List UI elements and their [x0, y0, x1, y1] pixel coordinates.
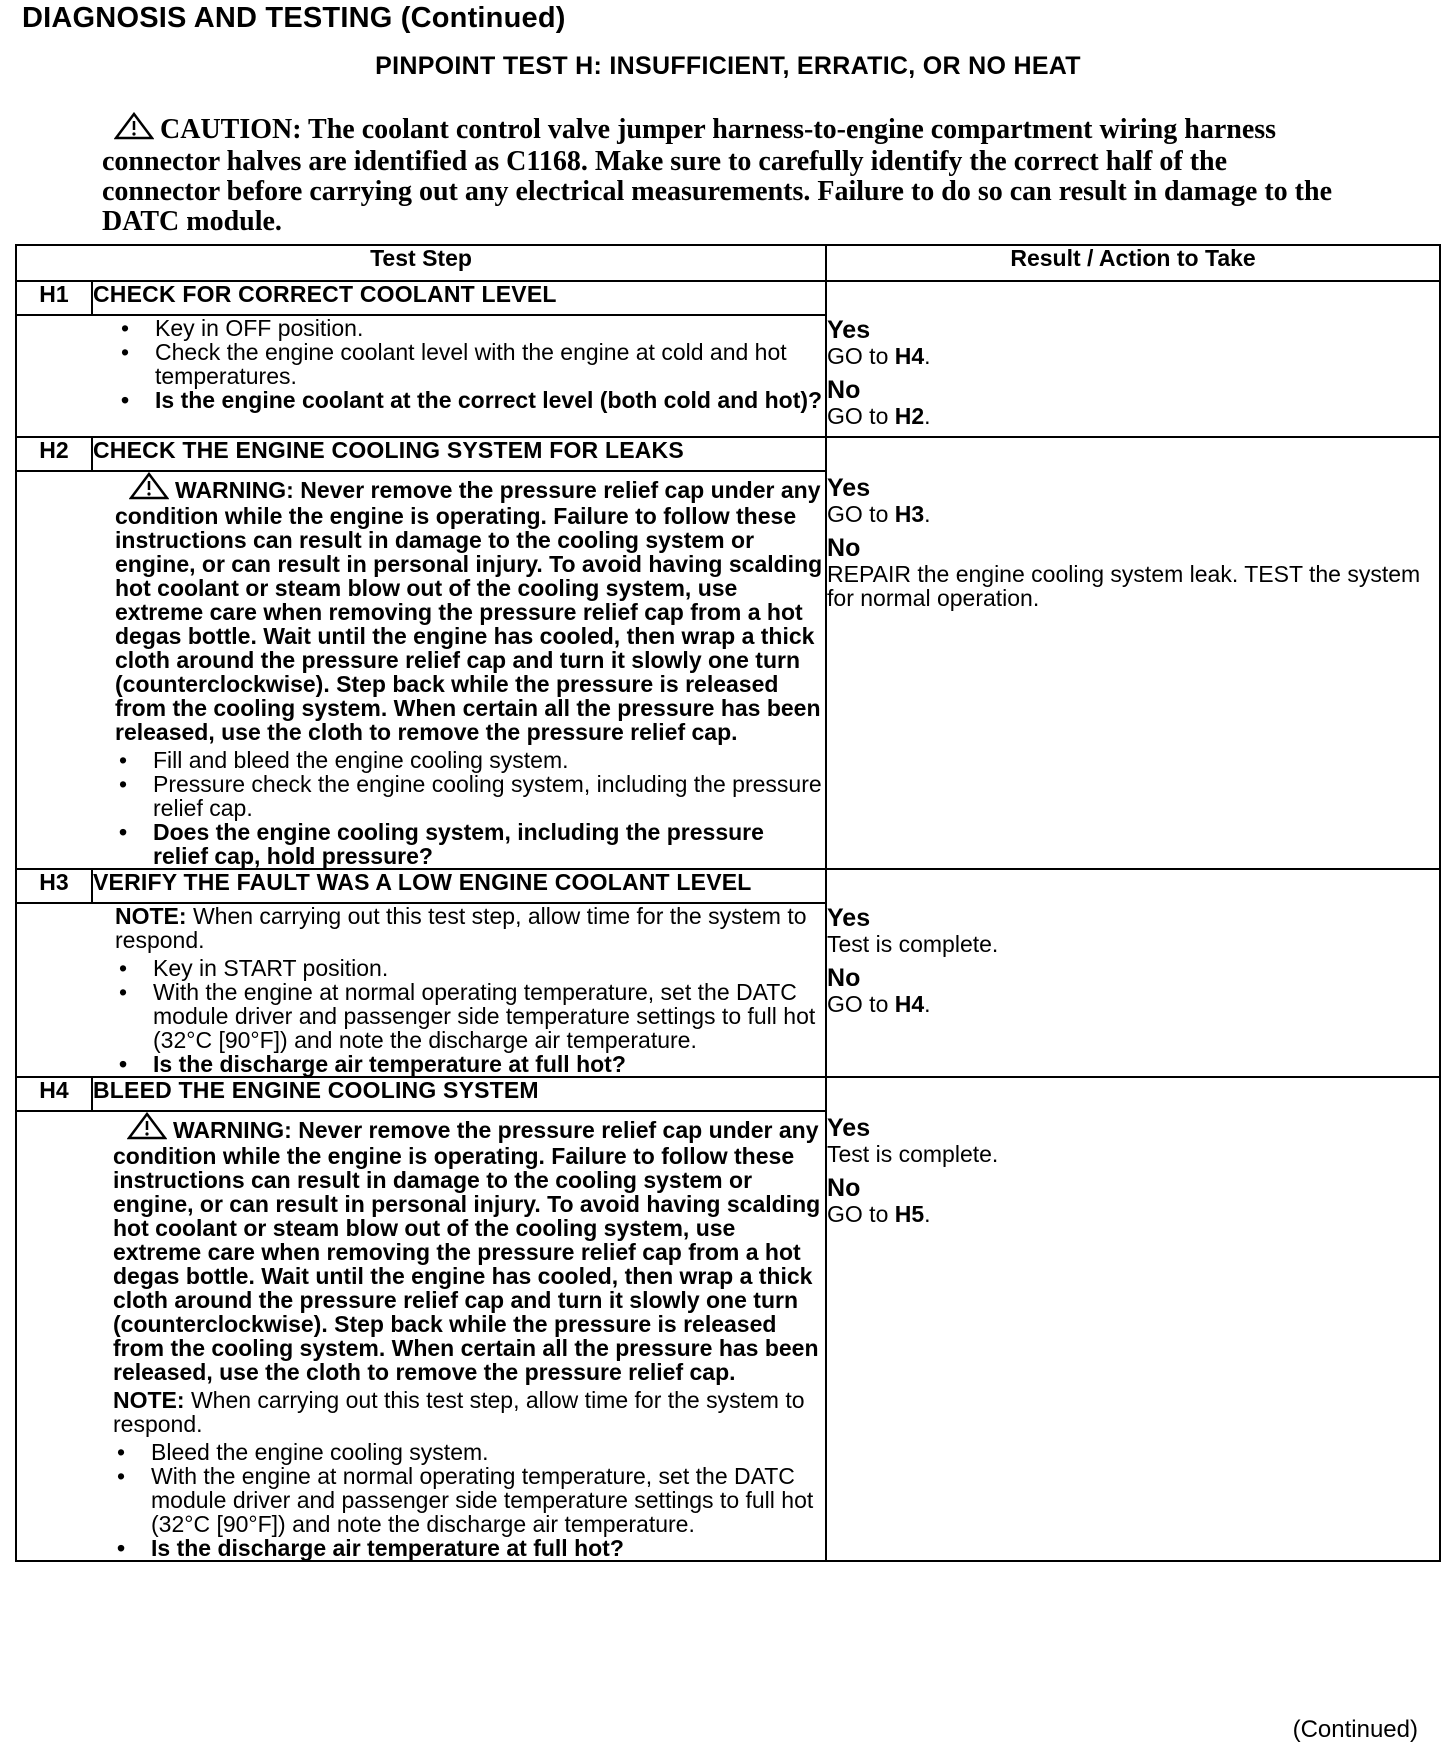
no-action: GO to H5.: [827, 1201, 931, 1227]
step-body: [16, 315, 826, 437]
step-code: H1: [16, 281, 92, 315]
bullet-item: • Key in START position.: [115, 956, 825, 980]
step-body: [16, 903, 826, 1077]
note-block: NOTE: When carrying out this test step, allow time for the system to respond.: [115, 903, 807, 953]
step-bullets: [115, 748, 825, 868]
no-action: REPAIR the engine cooling system leak. TEST the system for normal operation.: [827, 561, 1421, 611]
bullet-question: • Does the engine cooling system, including the pressure relief cap, hold pressure?: [115, 820, 825, 868]
continued-label: (Continued): [1292, 1716, 1418, 1743]
warning-triangle-icon: [127, 1112, 167, 1144]
step-code: H2: [16, 437, 92, 471]
step-result: [826, 869, 1440, 1077]
yes-action: GO to H3.: [827, 501, 931, 527]
step-result: [826, 1077, 1440, 1561]
warning-triangle-icon: [114, 112, 154, 147]
bullet-item: • Check the engine coolant level with the engine at cold and hot temperatures.: [117, 340, 825, 388]
step-title: CHECK THE ENGINE COOLING SYSTEM FOR LEAKS: [92, 437, 826, 471]
pinpoint-test-title: PINPOINT TEST H: INSUFFICIENT, ERRATIC, OR NO HEAT: [375, 52, 1081, 80]
step-title: BLEED THE ENGINE COOLING SYSTEM: [92, 1077, 826, 1111]
step-body: [16, 471, 826, 869]
no-action: GO to H2.: [827, 403, 931, 429]
step-code: H3: [16, 869, 92, 903]
no-label: No: [827, 964, 861, 992]
warning-block: [113, 1112, 825, 1384]
bullet-item: • Bleed the engine cooling system.: [113, 1440, 825, 1464]
bullet-item: • Key in OFF position.: [117, 316, 825, 340]
bullet-item: • Fill and bleed the engine cooling system.: [115, 748, 825, 772]
warning-text: WARNING: Never remove the pressure relief cap under any condition while the engine is operating. Failure to follow these instructions can result in damage to the cooling system or engine, or can result in personal injury. To avoid having scalding hot coolant or steam blow out of the cooling system, use extreme care when removing the pressure relief cap from a hot degas bottle. Wait until the engine has cooled, then wrap a thick cloth around the pressure relief cap and turn it slowly one turn (counterclockwise). Step back while the pressure is released from the cooling system. When certain all the pressure has been released, use the cloth to remove the pressure relief cap.: [115, 477, 823, 745]
no-label: No: [827, 1174, 861, 1202]
step-bullets: [115, 956, 825, 1076]
warning-triangle-icon: [129, 472, 169, 504]
step-result: [826, 437, 1440, 869]
yes-action: GO to H4.: [827, 343, 931, 369]
yes-action: Test is complete.: [827, 931, 999, 957]
no-action: GO to H4.: [827, 991, 931, 1017]
bullet-item: • Pressure check the engine cooling system, including the pressure relief cap.: [115, 772, 825, 820]
step-body: [16, 1111, 826, 1561]
caution-text: CAUTION: The coolant control valve jumper harness-to-engine compartment wiring harness connector halves are identified as C1168. Make sure to carefully identify the correct half of the connector before carrying out any electrical measurements. Failure to do so can result in damage to the DATC module.: [102, 114, 1332, 237]
column-header-test-step: Test Step: [16, 245, 826, 281]
yes-action: Test is complete.: [827, 1141, 999, 1167]
yes-label: Yes: [827, 904, 871, 932]
step-bullets: [117, 316, 825, 412]
note-block: NOTE: When carrying out this test step, allow time for the system to respond.: [113, 1387, 805, 1437]
caution-block: [102, 112, 1342, 237]
step-title: VERIFY THE FAULT WAS A LOW ENGINE COOLANT LEVEL: [92, 869, 826, 903]
warning-block: [115, 472, 825, 744]
yes-label: Yes: [827, 316, 871, 344]
column-header-result: Result / Action to Take: [826, 245, 1440, 281]
bullet-item: • With the engine at normal operating temperature, set the DATC module driver and passenger side temperature settings to full hot (32°C [90°F]) and note the discharge air temperature.: [113, 1464, 825, 1536]
bullet-item: • With the engine at normal operating temperature, set the DATC module driver and passenger side temperature settings to full hot (32°C [90°F]) and note the discharge air temperature.: [115, 980, 825, 1052]
no-label: No: [827, 534, 861, 562]
yes-label: Yes: [827, 474, 871, 502]
step-result: [826, 281, 1440, 437]
step-bullets: [113, 1440, 825, 1560]
step-code: H4: [16, 1077, 92, 1111]
step-title: CHECK FOR CORRECT COOLANT LEVEL: [92, 281, 826, 315]
bullet-question: • Is the engine coolant at the correct level (both cold and hot)?: [117, 388, 825, 412]
yes-label: Yes: [827, 1114, 871, 1142]
warning-text: WARNING: Never remove the pressure relief cap under any condition while the engine is operating. Failure to follow these instructions can result in damage to the cooling system or engine, or can result in personal injury. To avoid having scalding hot coolant or steam blow out of the cooling system, use extreme care when removing the pressure relief cap from a hot degas bottle. Wait until the engine has cooled, then wrap a thick cloth around the pressure relief cap and turn it slowly one turn (counterclockwise). Step back while the pressure is released from the cooling system. When certain all the pressure has been released, use the cloth to remove the pressure relief cap.: [113, 1117, 821, 1385]
bullet-question: • Is the discharge air temperature at full hot?: [115, 1052, 825, 1076]
no-label: No: [827, 376, 861, 404]
bullet-question: • Is the discharge air temperature at full hot?: [113, 1536, 825, 1560]
page-title: DIAGNOSIS AND TESTING (Continued): [22, 2, 566, 34]
pinpoint-test-table: [15, 244, 1441, 1562]
